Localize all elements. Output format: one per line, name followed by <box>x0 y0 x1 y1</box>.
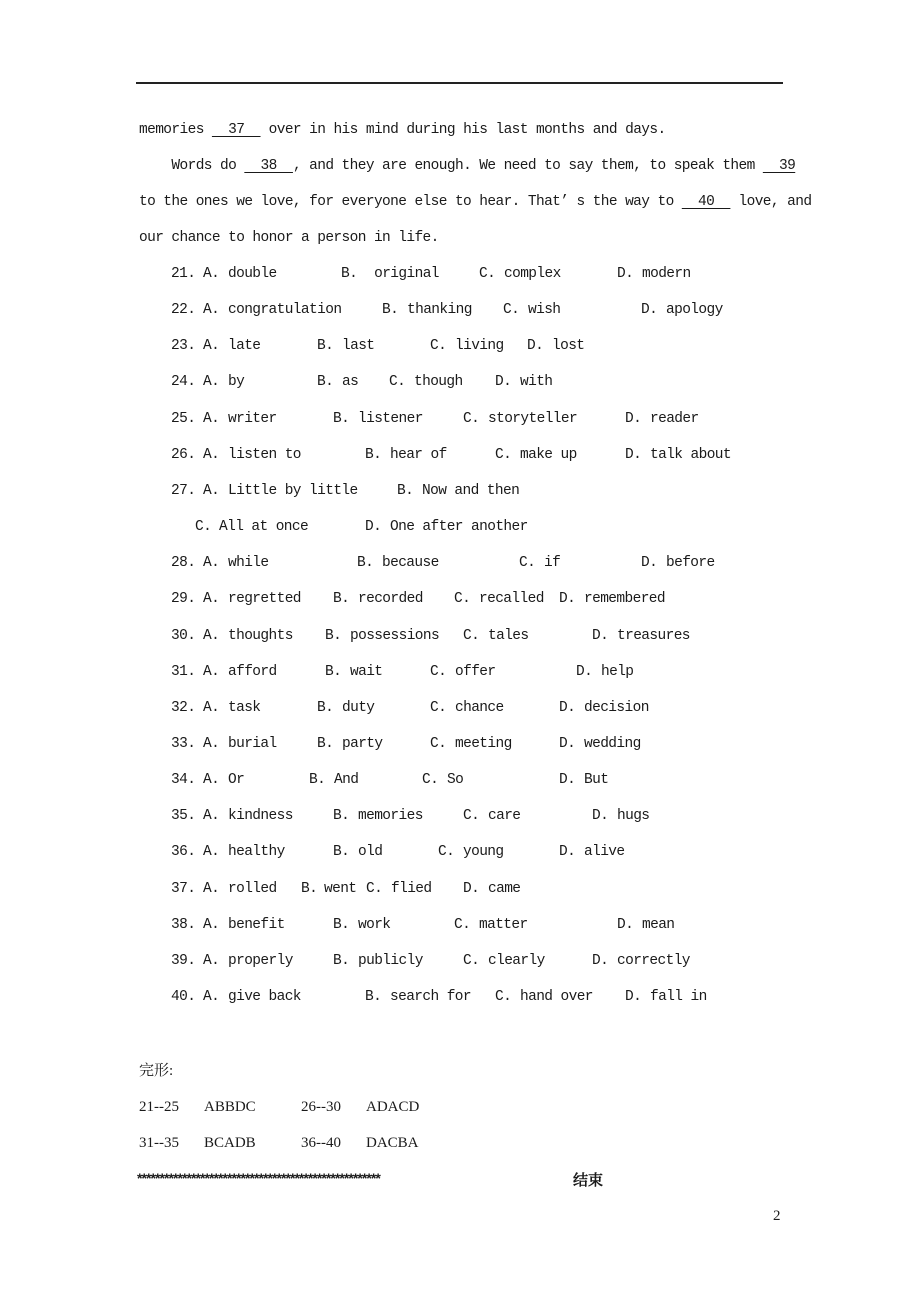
option-label-a: A. <box>203 699 220 716</box>
option-label-a: A. <box>203 555 220 572</box>
option-text-c: care <box>488 808 521 825</box>
passage-line-3 <box>139 193 811 211</box>
option-label-c: C. <box>430 735 447 752</box>
answer-key-3: BCADB <box>204 1135 256 1151</box>
question-number: 22. <box>171 302 196 319</box>
option-text-d: One after another <box>390 519 528 536</box>
option-label-b: B. <box>309 772 326 789</box>
option-label-a: A. <box>203 338 220 355</box>
option-text-d: apology <box>666 302 723 319</box>
option-text-a: properly <box>228 952 293 969</box>
option-label-a: A. <box>203 916 220 933</box>
option-text-b: last <box>342 338 375 355</box>
divider-stars: ****************************************************** <box>137 1170 380 1186</box>
option-text-a: thoughts <box>228 627 293 644</box>
question-number: 21. <box>171 266 196 282</box>
option-text-a: rolled <box>228 880 277 897</box>
option-label-d: D. <box>463 880 480 897</box>
option-label-b: B. <box>333 844 350 861</box>
option-label-b: B. <box>333 808 350 825</box>
option-label-c: C. <box>389 374 406 391</box>
option-label-d: D. <box>559 735 576 752</box>
option-label-a: A. <box>203 772 220 789</box>
blank-40: 40 <box>681 194 731 210</box>
option-label-b: B. <box>382 302 399 319</box>
option-text-b: thanking <box>407 302 472 319</box>
question-number: 34. <box>171 772 196 789</box>
option-text-c: clearly <box>488 952 545 969</box>
option-label-d: D. <box>576 663 593 680</box>
option-text-a: healthy <box>228 844 285 861</box>
option-label-a: A. <box>203 374 220 391</box>
question-number: 40. <box>171 989 196 1005</box>
option-text-b: hear of <box>390 446 447 463</box>
option-label-a: A. <box>203 808 220 825</box>
option-label-c: C. <box>463 410 480 427</box>
option-label-d: D. <box>617 916 634 933</box>
option-text-c: So <box>447 772 464 789</box>
option-text-a: late <box>228 338 261 355</box>
option-label-c: C. <box>479 266 496 282</box>
passage-text: , and they are enough. We need to say them, to speak them <box>292 158 763 174</box>
option-label-a: A. <box>203 482 220 499</box>
option-label-a: A. <box>203 266 220 282</box>
option-text-a: task <box>228 699 261 716</box>
passage-text: over in his mind during his last months and days. <box>260 122 666 138</box>
option-label-a: A. <box>203 989 220 1005</box>
option-text-b: party <box>342 735 383 752</box>
option-text-a: burial <box>228 735 277 752</box>
option-label-c: C. <box>463 952 480 969</box>
option-label-b: B. <box>357 555 374 572</box>
option-label-b: B. <box>317 338 334 355</box>
option-label-d: D. <box>365 519 382 536</box>
option-text-d: fall in <box>650 989 707 1005</box>
option-label-d: D. <box>625 446 642 463</box>
option-label-a: A. <box>203 410 220 427</box>
passage-line-4: our chance to honor a person in life. <box>139 230 439 246</box>
option-label-b: B. <box>325 627 342 644</box>
question-number: 24. <box>171 374 196 391</box>
option-text-a: Or <box>228 772 245 789</box>
option-text-a: by <box>228 374 245 391</box>
option-label-c: C. <box>519 555 536 572</box>
option-text-c: young <box>463 844 504 861</box>
option-label-d: D. <box>527 338 544 355</box>
passage-text: to the ones we love, for everyone else to hear. That’ s the way to <box>139 194 682 210</box>
option-text-a: double <box>228 266 277 282</box>
question-number: 31. <box>171 663 196 680</box>
answer-range-4: 36--40 <box>301 1135 341 1151</box>
option-text-b: search for <box>390 989 472 1005</box>
option-text-a: Little by little <box>228 482 358 499</box>
answer-range-1: 21--25 <box>139 1099 179 1115</box>
option-label-c: C. <box>195 519 212 536</box>
option-label-d: D. <box>641 302 658 319</box>
question-number: 36. <box>171 844 196 861</box>
option-label-c: C. <box>430 338 447 355</box>
option-text-d: with <box>520 374 553 391</box>
passage-line-1 <box>139 121 666 139</box>
option-text-c: tales <box>488 627 529 644</box>
option-label-c: C. <box>438 844 455 861</box>
option-label-a: A. <box>203 952 220 969</box>
option-text-c: complex <box>504 266 561 282</box>
option-label-b: B. <box>333 952 350 969</box>
page-number: 2 <box>773 1208 781 1224</box>
option-text-d: came <box>488 880 521 897</box>
answer-key-1: ABBDC <box>204 1099 256 1115</box>
question-number: 26. <box>171 446 196 463</box>
option-text-b: went <box>324 880 357 897</box>
option-label-c: C. <box>454 591 471 608</box>
question-number: 25. <box>171 410 196 427</box>
option-text-c: recalled <box>479 591 544 608</box>
option-text-b: listener <box>358 410 423 427</box>
option-label-d: D. <box>559 844 576 861</box>
option-label-b: B. <box>317 374 334 391</box>
option-label-d: D. <box>625 410 642 427</box>
option-label-c: C. <box>430 699 447 716</box>
option-label-d: D. <box>641 555 658 572</box>
option-label-b: B. <box>325 663 342 680</box>
option-text-a: kindness <box>228 808 293 825</box>
option-text-a: afford <box>228 663 277 680</box>
option-label-d: D. <box>559 699 576 716</box>
option-label-b: B. <box>333 591 350 608</box>
answer-range-3: 31--35 <box>139 1135 179 1151</box>
option-text-b: And <box>334 772 359 789</box>
option-label-c: C. <box>454 916 471 933</box>
option-label-b: B. <box>365 446 382 463</box>
option-label-c: C. <box>503 302 520 319</box>
option-text-d: alive <box>584 844 625 861</box>
option-label-b: B. <box>333 410 350 427</box>
option-text-c: flied <box>391 880 432 897</box>
option-text-a: benefit <box>228 916 285 933</box>
option-text-b: wait <box>350 663 383 680</box>
option-text-d: correctly <box>617 952 690 969</box>
option-text-b: because <box>382 555 439 572</box>
question-number: 32. <box>171 699 196 716</box>
option-label-b: B. <box>365 989 382 1005</box>
header-rule <box>136 82 783 84</box>
option-text-c: storyteller <box>488 410 578 427</box>
option-label-b: B. <box>317 699 334 716</box>
option-label-c: C. <box>422 772 439 789</box>
option-label-d: D. <box>495 374 512 391</box>
option-text-d: treasures <box>617 627 690 644</box>
option-text-b: publicly <box>358 952 423 969</box>
option-text-d: decision <box>584 699 649 716</box>
option-text-b: memories <box>358 808 423 825</box>
question-number: 33. <box>171 735 196 752</box>
blank-38: 38 <box>244 158 293 174</box>
option-text-b: recorded <box>358 591 423 608</box>
end-label: 结束 <box>573 1171 604 1189</box>
option-label-c: C. <box>463 627 480 644</box>
option-label-d: D. <box>617 266 634 282</box>
passage-text: love, and <box>730 194 812 210</box>
option-text-d: remembered <box>584 591 666 608</box>
blank-37: 37 <box>211 122 261 138</box>
option-label-a: A. <box>203 844 220 861</box>
option-text-d: help <box>601 663 634 680</box>
option-text-d: wedding <box>584 735 641 752</box>
question-number: 27. <box>171 482 196 499</box>
option-text-c: living <box>455 338 504 355</box>
option-text-d: talk about <box>650 446 732 463</box>
option-text-a: listen to <box>228 446 301 463</box>
option-text-b: work <box>358 916 391 933</box>
option-text-d: before <box>666 555 715 572</box>
option-label-a: A. <box>203 880 220 897</box>
option-text-c: though <box>414 374 463 391</box>
option-text-b: original <box>366 266 439 282</box>
question-number: 23. <box>171 338 196 355</box>
answer-key-2: ADACD <box>366 1099 420 1115</box>
option-label-b: B. <box>317 735 334 752</box>
question-number: 30. <box>171 627 196 644</box>
option-text-a: congratulation <box>228 302 342 319</box>
option-label-a: A. <box>203 302 220 319</box>
option-label-c: C. <box>366 880 383 897</box>
passage-text: Words do <box>139 158 245 174</box>
option-text-a: give back <box>228 989 301 1005</box>
option-text-c: meeting <box>455 735 512 752</box>
option-label-c: C. <box>430 663 447 680</box>
option-text-d: hugs <box>617 808 650 825</box>
option-label-a: A. <box>203 663 220 680</box>
option-text-a: regretted <box>228 591 301 608</box>
option-label-d: D. <box>625 989 642 1005</box>
option-text-c: if <box>544 555 561 572</box>
option-label-d: D. <box>592 627 609 644</box>
option-label-c: C. <box>495 446 512 463</box>
question-number: 35. <box>171 808 196 825</box>
option-text-c: chance <box>455 699 504 716</box>
option-text-b: possessions <box>350 627 440 644</box>
option-text-c: hand over <box>520 989 593 1005</box>
option-label-c: C. <box>495 989 512 1005</box>
option-text-d: mean <box>642 916 675 933</box>
option-label-b: B. <box>333 916 350 933</box>
option-text-c: offer <box>455 663 496 680</box>
answer-key-4: DACBA <box>366 1135 419 1151</box>
option-text-b: old <box>358 844 383 861</box>
option-text-c: matter <box>479 916 528 933</box>
option-label-a: A. <box>203 446 220 463</box>
option-label-b: B. <box>397 482 414 499</box>
blank-39: 39 <box>762 158 796 174</box>
option-text-c: wish <box>528 302 561 319</box>
passage-text: memories <box>139 122 212 138</box>
question-number: 37. <box>171 880 196 897</box>
option-label-d: D. <box>559 772 576 789</box>
option-text-b: duty <box>342 699 375 716</box>
option-label-b: B. <box>301 880 318 897</box>
option-text-a: writer <box>228 410 277 427</box>
option-text-d: But <box>584 772 609 789</box>
option-label-d: D. <box>559 591 576 608</box>
answer-range-2: 26--30 <box>301 1099 341 1115</box>
option-text-b: as <box>342 374 359 391</box>
option-text-d: modern <box>642 266 691 282</box>
option-label-b: B. <box>341 266 358 282</box>
question-number: 38. <box>171 916 196 933</box>
option-text-d: lost <box>552 338 585 355</box>
option-text-a: while <box>228 555 269 572</box>
option-text-d: reader <box>650 410 699 427</box>
option-label-a: A. <box>203 627 220 644</box>
option-label-c: C. <box>463 808 480 825</box>
question-number: 28. <box>171 555 196 572</box>
option-text-c: make up <box>520 446 577 463</box>
option-label-d: D. <box>592 808 609 825</box>
answer-heading: 完形: <box>139 1063 174 1079</box>
option-label-a: A. <box>203 735 220 752</box>
question-number: 29. <box>171 591 196 608</box>
option-label-a: A. <box>203 591 220 608</box>
option-text-c: All at once <box>219 519 309 536</box>
option-text-b: Now and then <box>422 482 520 499</box>
question-number: 39. <box>171 952 196 969</box>
option-label-d: D. <box>592 952 609 969</box>
passage-line-2 <box>139 157 795 175</box>
